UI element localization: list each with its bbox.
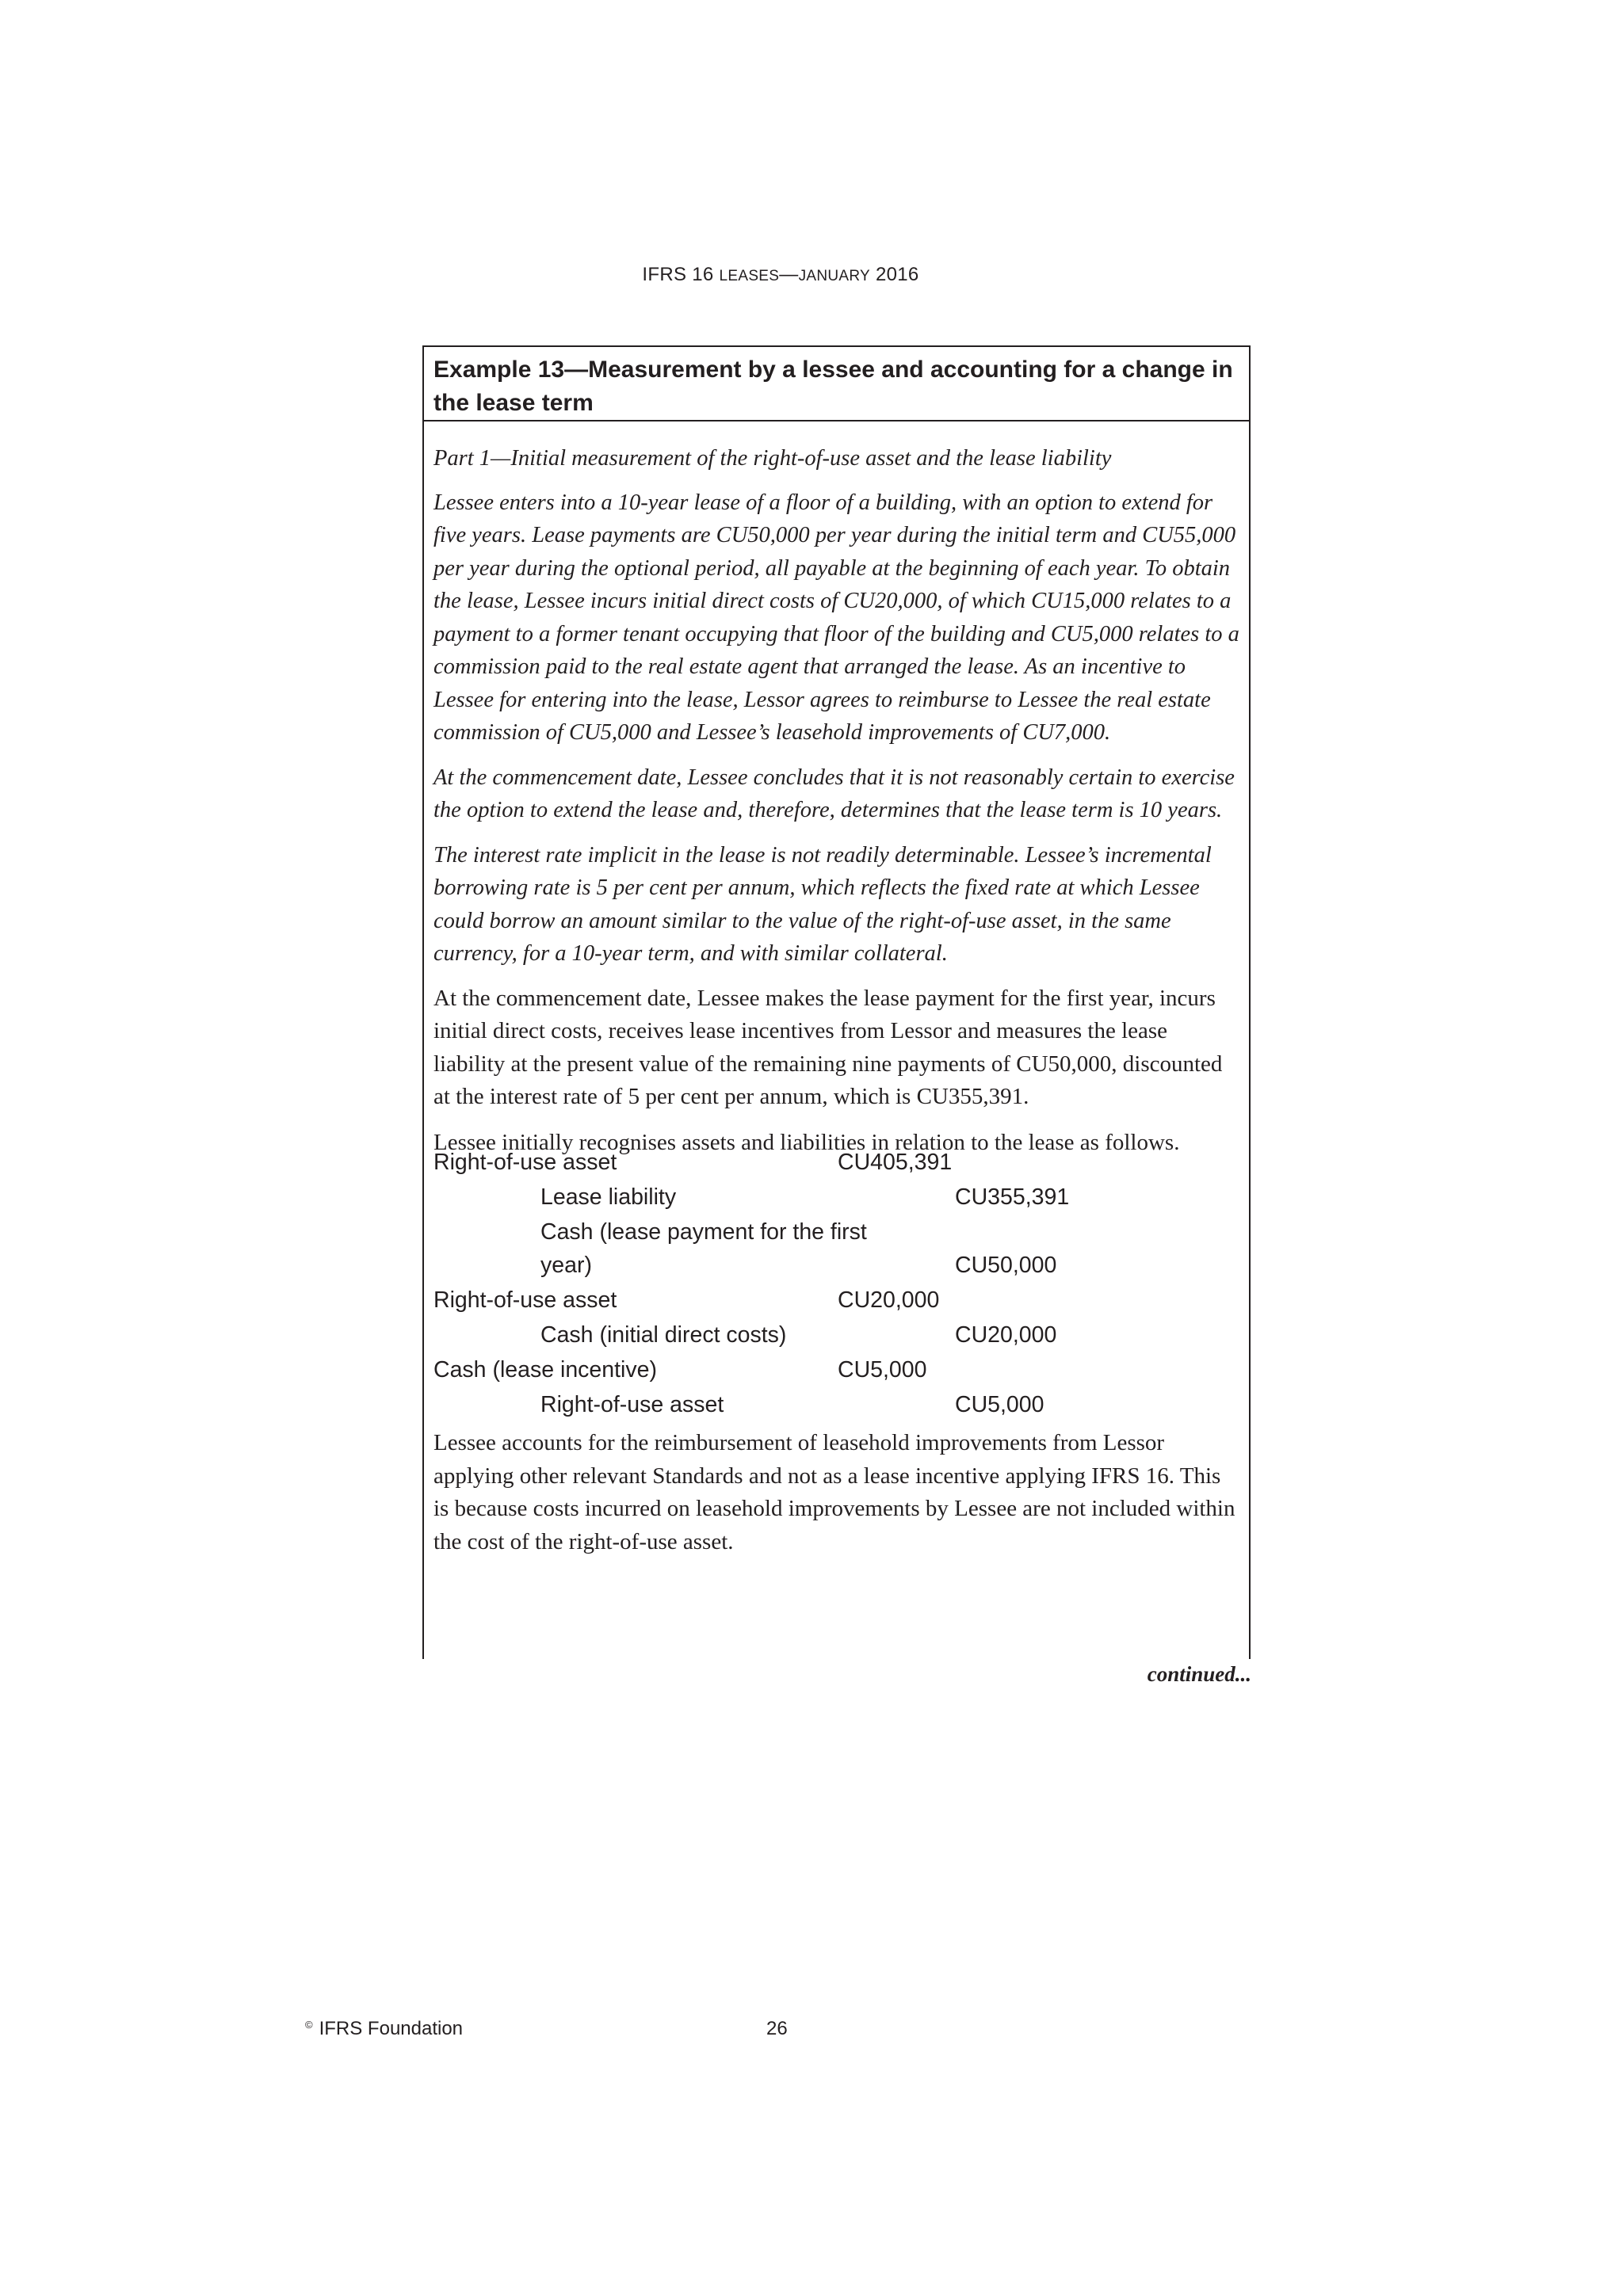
- header-january: JANUARY: [798, 268, 871, 284]
- journal-credit: CU355,391: [955, 1184, 1070, 1210]
- header-leases: LEASES: [719, 268, 780, 284]
- journal-entries: [433, 1146, 1239, 1417]
- analysis-paragraph-1: At the commencement date, Lessee makes the lease payment for the first year, incurs initial direct costs, receives lease incentives from Lessor and measures the lease liability at the present value of the remaining nine payments of CU50,000, discounted at the interest rate of 5 per cent per annum, which is CU355,391.: [433, 985, 1223, 1109]
- journal-account: Cash (initial direct costs): [540, 1322, 787, 1348]
- journal-account: Cash (lease incentive): [433, 1357, 657, 1383]
- journal-credit: CU20,000: [955, 1322, 1057, 1348]
- running-header: [0, 264, 1561, 286]
- footer-copyright: [305, 2018, 463, 2040]
- journal-credit: CU50,000: [955, 1253, 1057, 1278]
- footer-organisation: IFRS Foundation: [319, 2018, 464, 2039]
- journal-account: Lease liability: [540, 1184, 677, 1210]
- journal-account: Right-of-use asset: [433, 1287, 617, 1313]
- journal-account-continued: year): [540, 1253, 592, 1278]
- journal-debit: CU5,000: [838, 1357, 927, 1383]
- part-heading: Part 1—Initial measurement of the right-of-use asset and the lease liability: [433, 446, 1112, 471]
- journal-debit: CU20,000: [838, 1287, 940, 1313]
- facts-paragraph-2: At the commencement date, Lessee concludes that it is not reasonably certain to exercise the option to extend the lease and, therefore, determines that the lease term is 10 years.: [433, 765, 1235, 822]
- header-dash: —: [779, 264, 799, 285]
- header-year: 2016: [870, 264, 919, 285]
- facts-paragraph-1: Lessee enters into a 10-year lease of a floor of a building, with an option to extend for five years. Lease payments are CU50,000 per year during the initial term and CU55,000 per year during the optional period, all payable at the beginning of each year. To obtain the lease, Lessee incurs initial direct costs of CU20,000, of which CU15,000 relates to a payment to a former tenant occupying that floor of the building and CU5,000 relates to a commission paid to the real estate agent that arranged the lease. As an incentive to Lessee for entering into the lease, Lessor agrees to reimburse to Lessee the real estate commission of CU5,000 and Lessee’s leasehold improvements of CU7,000.: [433, 490, 1239, 745]
- journal-account: Right-of-use asset: [540, 1392, 724, 1417]
- closing-paragraph: Lessee accounts for the reimbursement of leasehold improvements from Lessor applying other relevant Standards and not as a lease incentive applying IFRS 16. This is because costs incurred on leasehold improvements by Lessee are not included within the cost of the right-of-use asset.: [433, 1430, 1235, 1554]
- header-prefix: IFRS 16: [642, 264, 720, 285]
- page-number: 26: [766, 2018, 788, 2039]
- example-box: [422, 345, 1251, 1659]
- copyright-symbol: ©: [305, 2019, 313, 2031]
- analysis-paragraph-2: Lessee initially recognises assets and liabilities in relation to the lease as follows.: [433, 1129, 1180, 1155]
- journal-credit: CU5,000: [955, 1392, 1044, 1417]
- journal-debit: CU405,391: [838, 1150, 953, 1175]
- journal-account: Right-of-use asset: [433, 1150, 617, 1175]
- continued-label: continued...: [1147, 1662, 1251, 1686]
- example-title: Example 13—Measurement by a lessee and accounting for a change in the lease term: [424, 347, 1249, 421]
- journal-account: Cash (lease payment for the first: [540, 1219, 867, 1245]
- facts-paragraph-3: The interest rate implicit in the lease is not readily determinable. Lessee’s incremental borrowing rate is 5 per cent per annum, which reflects the fixed rate at which Lessee could borrow an amount similar to the value of the right-of-use asset, in the same currency, for a 10-year term, and with similar collateral.: [433, 842, 1212, 966]
